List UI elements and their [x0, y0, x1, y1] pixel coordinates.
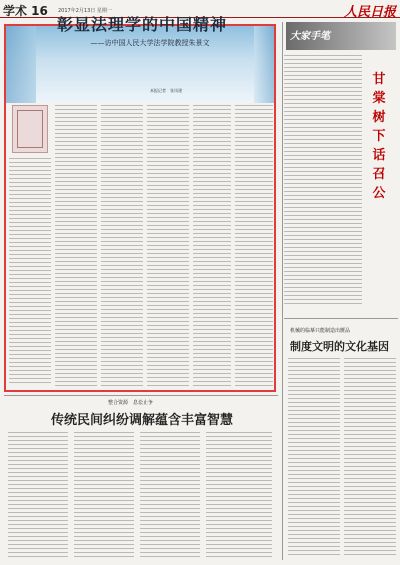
section-label: 学术 16 — [3, 4, 48, 18]
issue-date: 2017年2月13日 星期一 — [58, 8, 112, 14]
column-divider — [282, 22, 283, 560]
article-text-column — [9, 158, 51, 386]
calligraphy-seal-image — [12, 105, 48, 153]
newspaper-masthead: 人民日报 — [343, 5, 396, 20]
bottom-article-kicker: 整合资源 息讼止争 — [108, 400, 154, 406]
bottom-text-column — [206, 432, 272, 560]
main-article-byline: 本报记者 张凤建 — [150, 88, 182, 93]
section-divider — [284, 318, 398, 319]
article-text-column — [147, 105, 189, 386]
mid-article-title: 制度文明的文化基因 — [290, 340, 389, 353]
bottom-text-column — [74, 432, 134, 560]
main-article-title: 彰显法理学的中国精神 — [56, 15, 227, 34]
bottom-section-divider — [4, 395, 278, 396]
banner-decoration-left — [6, 26, 36, 103]
mid-article-text — [344, 358, 396, 558]
right-text-column — [284, 55, 362, 305]
article-text-column — [101, 105, 143, 386]
bottom-article-title: 传统民间纠纷调解蕴含丰富智慧 — [50, 413, 233, 428]
article-text-column — [235, 105, 273, 386]
bottom-text-column — [140, 432, 200, 560]
mid-article-kicker: 机械的临摹只能制造出赝品 — [290, 328, 351, 334]
article-text-column — [193, 105, 231, 386]
right-column-title: 甘棠树下话召公 — [372, 72, 386, 201]
main-article-subtitle: ——访中国人民大学法学院教授朱景文 — [90, 39, 210, 47]
article-text-column — [55, 105, 97, 386]
bottom-text-column — [8, 432, 68, 560]
column-header-label: 大家手笔 — [290, 31, 330, 42]
mid-article-text — [288, 358, 340, 558]
